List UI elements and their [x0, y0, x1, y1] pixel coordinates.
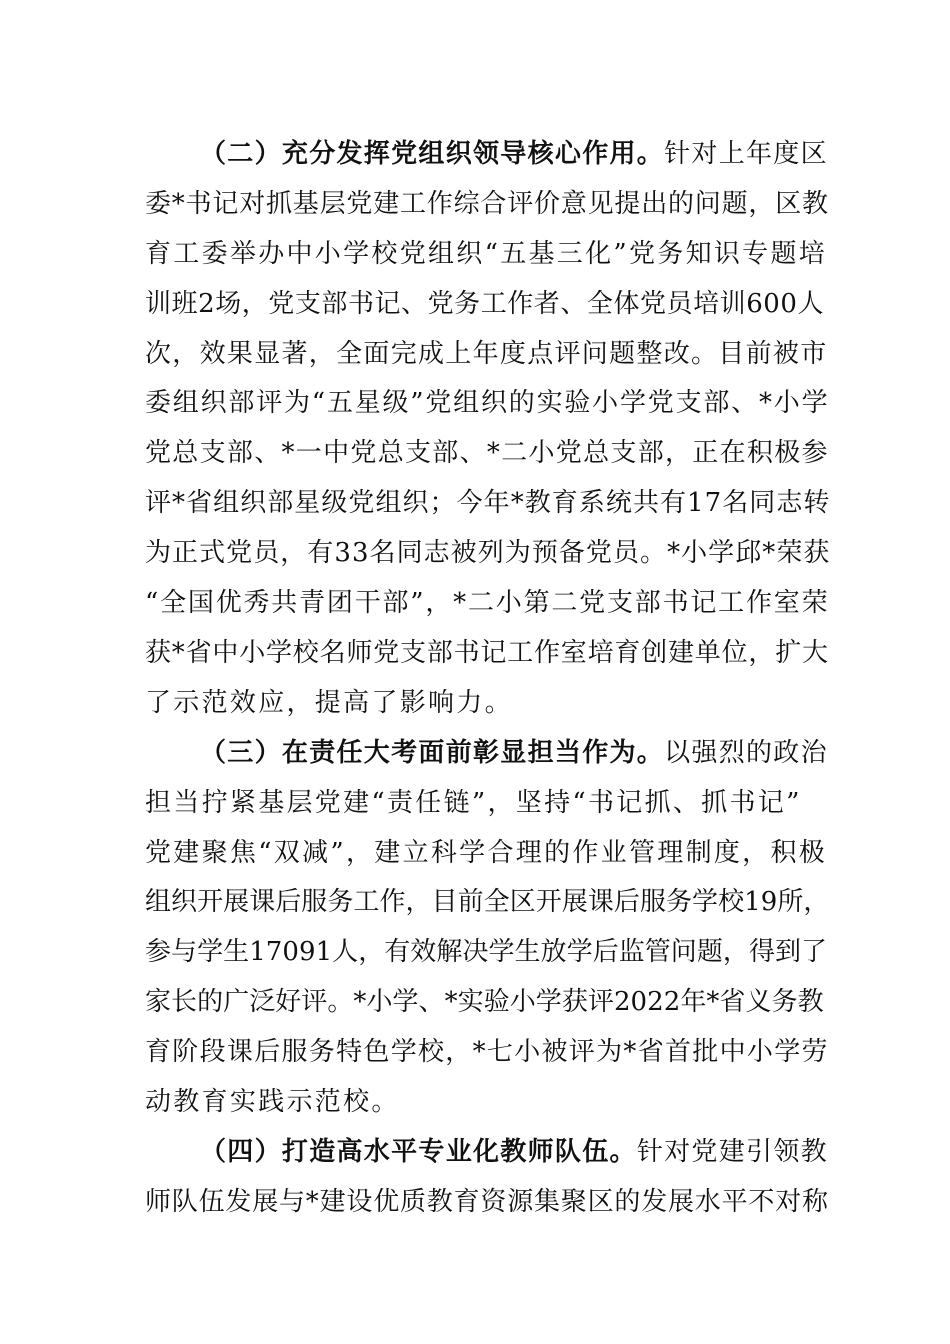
text-line: （三）在责任大考面前彰显担当作为。以强烈的政治 — [200, 738, 828, 768]
text-line: （四）打造高水平专业化教师队伍。针对党建引领教 — [200, 1137, 828, 1167]
text-line: 党建聚焦“双减”，建立科学合理的作业管理制度，积极 — [145, 838, 828, 868]
text-line: 训班2场，党支部书记、党务工作者、全体党员培训600人 — [145, 289, 825, 319]
text-line: 评*省组织部星级党组织；今年*教育系统共有17名同志转 — [145, 488, 831, 518]
section-heading: （四）打造高水平专业化教师队伍。 — [200, 1137, 637, 1167]
text-line: 党总支部、*一中党总支部、*二小党总支部，正在积极参 — [145, 438, 829, 468]
text-line: 育工委举办中小学校党组织“五基三化”党务知识专题培 — [145, 239, 828, 269]
text-line: （二）充分发挥党组织领导核心作用。针对上年度区 — [200, 139, 828, 169]
text-line: “全国优秀共青团干部”，*二小第二党支部书记工作室荣 — [145, 588, 830, 618]
text-line: 组织开展课后服务工作，目前全区开展课后服务学校19所， — [145, 887, 830, 917]
text-line: 委组织部评为“五星级”党组织的实验小学党支部、*小学 — [145, 388, 830, 418]
text-line: 动教育实践示范校。 — [145, 1087, 400, 1117]
text-line: 担当拧紧基层党建“责任链”，坚持“书记抓、抓书记” — [145, 788, 802, 818]
text-line: 委*书记对抓基层党建工作综合评价意见提出的问题，区教 — [145, 189, 829, 219]
text-line: 家长的广泛好评。*小学、*实验小学获评2022年*省义务教 — [145, 987, 824, 1017]
section-heading: （三）在责任大考面前彰显担当作为。 — [200, 738, 665, 768]
section-heading: （二）充分发挥党组织领导核心作用。 — [200, 139, 665, 169]
text-line: 次，效果显著，全面完成上年度点评问题整改。目前被市 — [145, 339, 828, 369]
text-line: 师队伍发展与*建设优质教育资源集聚区的发展水平不对称 — [145, 1187, 829, 1217]
text-line: 育阶段课后服务特色学校，*七小被评为*省首批中小学劳 — [145, 1037, 829, 1067]
text-line: 获*省中小学校名师党支部书记工作室培育创建单位，扩大 — [145, 638, 829, 668]
text-line: 了示范效应，提高了影响力。 — [145, 688, 513, 718]
text-line: 为正式党员，有33名同志被列为预备党员。*小学邱*荣获 — [145, 538, 831, 568]
text-line: 参与学生17091人，有效解决学生放学后监管问题，得到了 — [145, 937, 828, 967]
